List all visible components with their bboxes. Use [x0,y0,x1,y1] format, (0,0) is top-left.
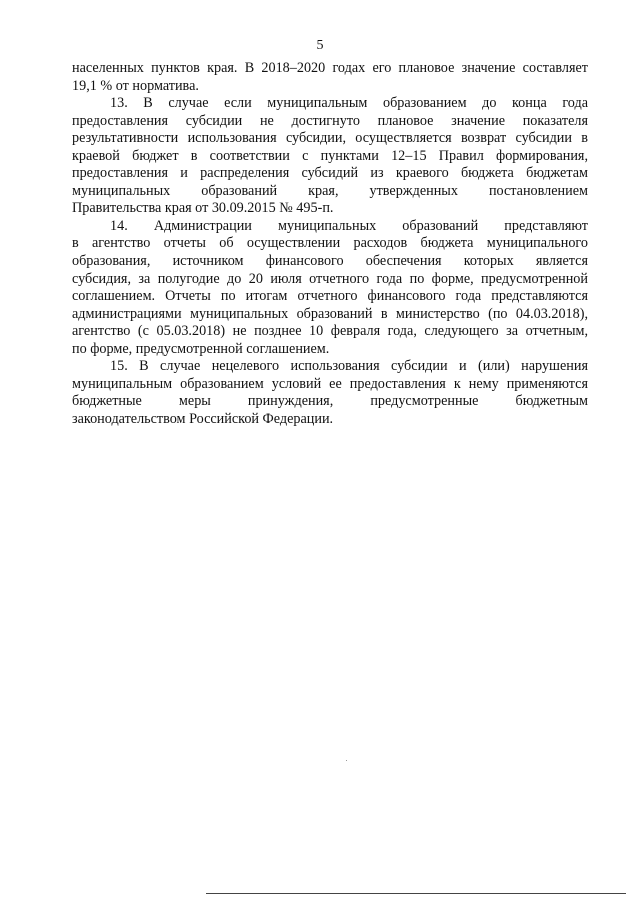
paragraph-14-line-2: в агентство отчеты об осуществлении расходов бюджета муниципального [72,235,588,252]
paragraph-13-line-4: краевой бюджет в соответствии с пунктами 12–15 Правил формирования, [72,147,588,164]
paragraph-15-line-2: муниципальным образованием условий ее предоставления к нему применяются [72,375,588,392]
paragraph-14-line-5: соглашением. Отчеты по итогам отчетного финансового года представляются [72,288,588,305]
paragraph-12-line-2: 19,1 % от норматива. [72,77,199,94]
paragraph-13-line-7: Правительства края от 30.09.2015 № 495-п. [72,200,334,217]
paragraph-14-line-3: образования, источником финансового обеспечения которых является [72,253,588,270]
scan-speck [346,760,347,761]
paragraph-13-line-5: предоставления и распределения субсидий из краевого бюджета бюджетам [72,165,588,182]
scan-bottom-edge-line [206,893,626,894]
paragraph-13-line-1: 13. В случае если муниципальным образованием до конца года [110,95,588,112]
document-body [72,60,588,428]
paragraph-14-line-6: администрациями муниципальных образований в министерство (по 04.03.2018), [72,305,588,322]
paragraph-12-line-1: населенных пунктов края. В 2018–2020 годах его плановое значение составляет [72,60,588,76]
paragraph-14-line-8: по форме, предусмотренной соглашением. [72,340,330,357]
paragraph-14-line-7: агентство (с 05.03.2018) не позднее 10 февраля года, следующего за отчетным, [72,323,588,340]
paragraph-13-line-6: муниципальных образований края, утвержденных постановлением [72,182,588,199]
paragraph-13-line-2: предоставления субсидии не достигнуто плановое значение показателя [72,112,588,129]
paragraph-15-line-1: 15. В случае нецелевого использования субсидии и (или) нарушения [110,358,588,375]
paragraph-14-line-4: субсидия, за полугодие до 20 июля отчетного года по форме, предусмотренной [72,270,588,287]
paragraph-13-line-3: результативности использования субсидии, осуществляется возврат субсидии в [72,130,588,147]
paragraph-14-line-1: 14. Администрации муниципальных образований представляют [110,217,588,234]
paragraph-15-line-4: законодательством Российской Федерации. [72,410,334,427]
page-number: 5 [316,38,324,53]
paragraph-15-line-3: бюджетные меры принуждения, предусмотренные бюджетным [72,393,588,410]
